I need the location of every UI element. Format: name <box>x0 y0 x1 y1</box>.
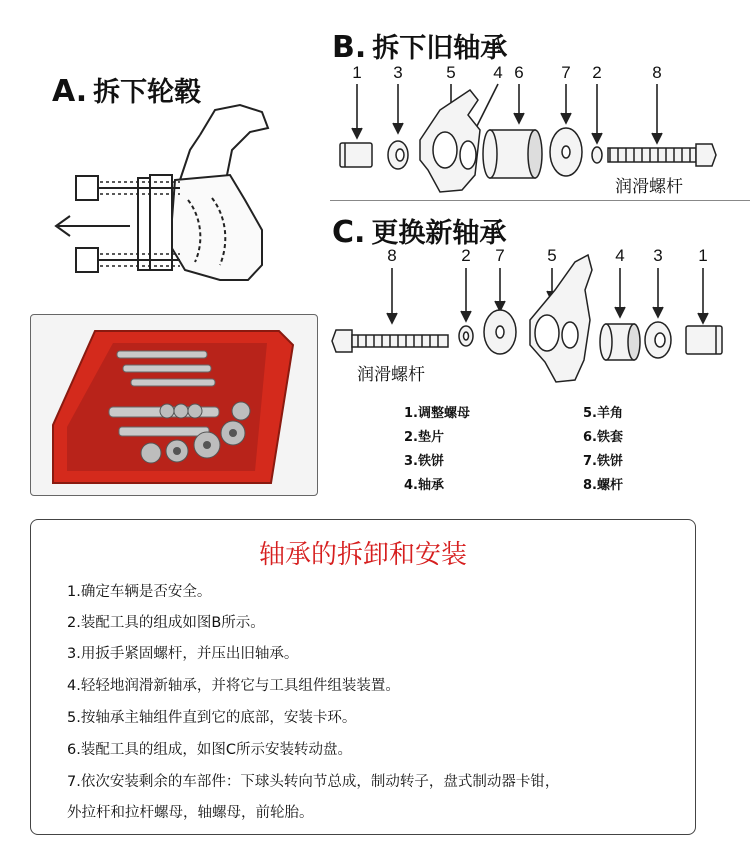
tool-case-picture <box>31 315 317 495</box>
step-7: 7.依次安装剩余的车部件：下球头转向节总成，制动转子，盘式制动器卡钳， <box>67 774 560 790</box>
legend-item-6: 6.铁套 <box>583 430 623 445</box>
c-number-4: 4 <box>615 246 625 265</box>
b-number-3: 3 <box>393 63 403 82</box>
c-number-1: 1 <box>698 246 708 265</box>
step-7-continued: 外拉杆和拉杆螺母，轴螺母，前轮胎。 <box>67 805 314 821</box>
section-b-title: B. 拆下旧轴承 <box>332 30 508 65</box>
step-4: 4.轻轻地润滑新轴承，并将它与工具组件组装装置。 <box>67 678 400 694</box>
legend-item-3: 3.铁饼 <box>404 454 444 469</box>
c-number-3: 3 <box>653 246 663 265</box>
c-rod-label: 润滑螺杆 <box>357 365 425 385</box>
c-number-5: 5 <box>547 246 557 265</box>
legend-item-7: 7.铁饼 <box>583 454 623 469</box>
step-2: 2.装配工具的组成如图B所示。 <box>67 615 265 631</box>
section-c-title: C. 更换新轴承 <box>332 215 507 250</box>
instructions-title: 轴承的拆卸和安装 <box>258 540 467 570</box>
c-number-7: 7 <box>495 246 505 265</box>
b-number-8: 8 <box>652 63 662 82</box>
step-1: 1.确定车辆是否安全。 <box>67 584 212 600</box>
step-6: 6.装配工具的组成，如图C所示安装转动盘。 <box>67 742 352 758</box>
c-number-2: 2 <box>461 246 471 265</box>
step-5: 5.按轴承主轴组件直到它的底部，安装卡环。 <box>67 710 357 726</box>
c-number-8: 8 <box>387 246 397 265</box>
step-3: 3.用扳手紧固螺杆，并压出旧轴承。 <box>67 646 299 662</box>
b-number-1: 1 <box>352 63 362 82</box>
b-number-7: 7 <box>561 63 571 82</box>
b-number-5: 5 <box>446 63 456 82</box>
product-photo <box>30 314 318 496</box>
b-number-6: 6 <box>514 63 524 82</box>
section-a-title: A. 拆下轮毂 <box>52 74 202 109</box>
legend-item-5: 5.羊角 <box>583 406 623 421</box>
instructions-box <box>30 519 696 835</box>
b-number-2: 2 <box>592 63 602 82</box>
b-rod-label: 润滑螺杆 <box>615 177 683 197</box>
legend-item-2: 2.垫片 <box>404 430 444 445</box>
b-number-4: 4 <box>493 63 503 82</box>
legend-item-1: 1.调整螺母 <box>404 406 470 421</box>
legend-item-4: 4.轴承 <box>404 478 444 493</box>
legend-item-8: 8.螺杆 <box>583 478 623 493</box>
